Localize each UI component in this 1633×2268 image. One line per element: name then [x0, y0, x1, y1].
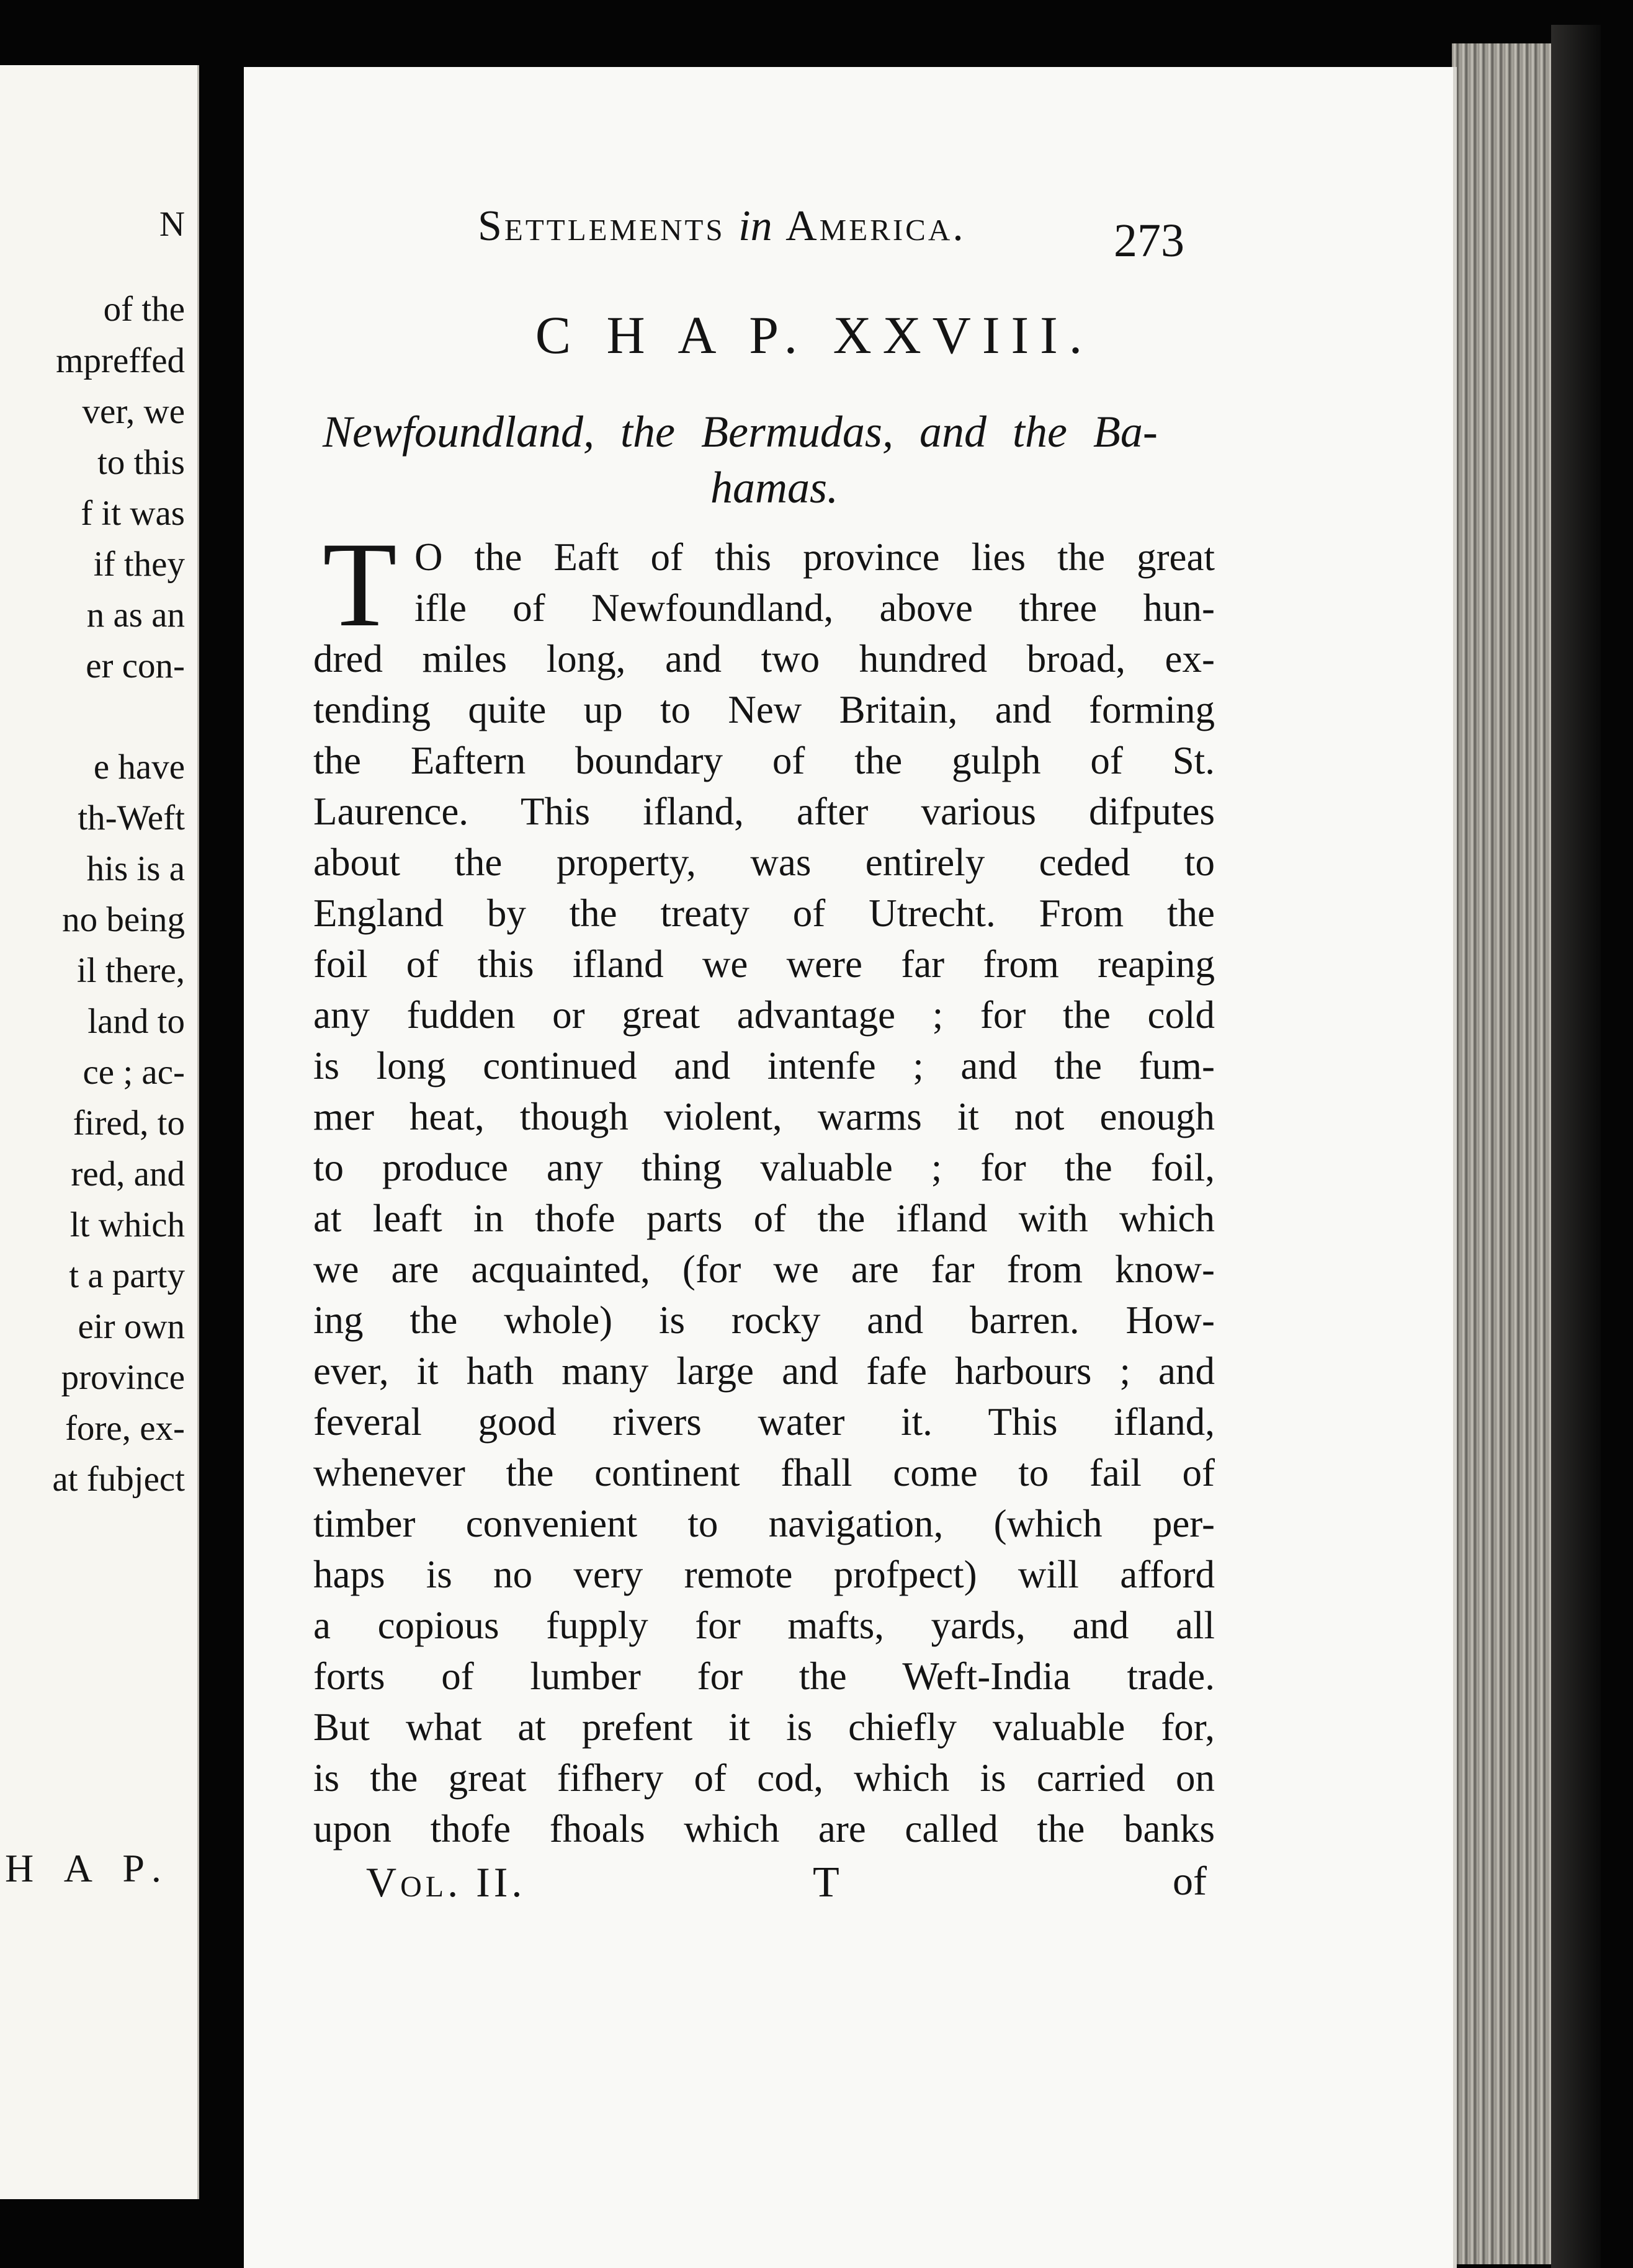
- body-line: is long continued and intenfe ; and the fum-: [313, 1044, 1215, 1087]
- book-page-edges: [1452, 43, 1551, 2264]
- body-line: is the great fifhery of cod, which is carried on: [313, 1756, 1215, 1800]
- left-page-catchword: H A P.: [5, 1846, 172, 1890]
- book-spine-shadow: [1551, 25, 1601, 2268]
- page-number: 273: [1114, 215, 1184, 267]
- left-page-fragment: N: [159, 205, 185, 244]
- body-line: upon thofe fhoals which are called the banks: [313, 1807, 1215, 1851]
- body-line: whenever the continent fhall come to fail of: [313, 1451, 1215, 1494]
- left-page-fragment: il there,: [76, 951, 185, 990]
- chapter-subtitle-line-2: hamas.: [710, 463, 839, 512]
- body-line: at leaft in thofe parts of the ifland with which: [313, 1197, 1215, 1240]
- left-page-fragment: of the: [103, 290, 185, 329]
- body-line: But what at prefent it is chiefly valuable for,: [313, 1705, 1215, 1749]
- body-line: timber convenient to navigation, (which per-: [313, 1502, 1215, 1545]
- left-page-fragment: his is a: [86, 849, 185, 888]
- left-page-fragment: th-Weft: [78, 798, 185, 837]
- running-head-italic: in: [738, 202, 772, 250]
- left-page-fragment: ver, we: [82, 392, 185, 431]
- left-page-fragment: province: [61, 1358, 185, 1397]
- left-page-fragment: red, and: [71, 1154, 185, 1194]
- body-line: tending quite up to New Britain, and forming: [313, 688, 1215, 731]
- signature-mark: T: [813, 1859, 839, 1906]
- left-page-fragment: e have: [93, 748, 185, 787]
- volume-signature: Vol. II.: [366, 1859, 526, 1906]
- body-line: we are acquainted, (for we are far from know-: [313, 1248, 1215, 1291]
- left-page-fragment: ce ; ac-: [83, 1053, 185, 1092]
- left-page-fragment: at fubject: [52, 1460, 185, 1499]
- left-page-fragment: n as an: [86, 596, 185, 635]
- chapter-subtitle-line-1: Newfoundland, the Bermudas, and the Ba-: [323, 407, 1158, 457]
- body-line: ifle of Newfoundland, above three hun-: [414, 586, 1215, 630]
- body-line: foil of this ifland we were far from reaping: [313, 942, 1215, 986]
- running-head-part: Settlements: [478, 202, 725, 250]
- running-head-part: America.: [785, 202, 966, 250]
- left-page-fragment: fired, to: [73, 1104, 185, 1143]
- left-page-fragment: f it was: [81, 494, 185, 533]
- drop-cap: T: [323, 517, 397, 652]
- body-line: England by the treaty of Utrecht. From the: [313, 891, 1215, 935]
- left-facing-page: [0, 65, 199, 2199]
- left-page-fragment: if they: [93, 545, 185, 584]
- body-line: ever, it hath many large and fafe harbours ; and: [313, 1349, 1215, 1393]
- body-line: any fudden or great advantage ; for the cold: [313, 993, 1215, 1037]
- left-page-fragment: lt which: [69, 1205, 185, 1244]
- body-line: the Eaftern boundary of the gulph of St.: [313, 739, 1215, 782]
- left-page-fragment: fore, ex-: [65, 1409, 185, 1448]
- body-line: feveral good rivers water it. This ifland,: [313, 1400, 1215, 1444]
- left-page-fragment: mpreffed: [56, 341, 185, 380]
- left-page-fragment: t a party: [69, 1256, 185, 1295]
- body-line: to produce any thing valuable ; for the foil,: [313, 1146, 1215, 1189]
- left-page-fragment: er con-: [86, 646, 185, 685]
- body-line: about the property, was entirely ceded to: [313, 841, 1215, 884]
- body-line: haps is no very remote profpect) will afford: [313, 1553, 1215, 1596]
- body-line: Laurence. This ifland, after various difputes: [313, 790, 1215, 833]
- body-line: dred miles long, and two hundred broad, ex-: [313, 637, 1215, 681]
- left-page-fragment: to this: [97, 443, 185, 482]
- body-line: mer heat, though violent, warms it not enough: [313, 1095, 1215, 1138]
- chapter-title: C H A P. XXVIII.: [535, 305, 1094, 365]
- body-line: ing the whole) is rocky and barren. How-: [313, 1298, 1215, 1342]
- left-page-fragment: land to: [87, 1002, 185, 1041]
- left-page-fragment: eir own: [78, 1307, 185, 1346]
- catchword: of: [1173, 1859, 1207, 1904]
- body-line: forts of lumber for the Weft-India trade.: [313, 1654, 1215, 1698]
- body-line: a copious fupply for mafts, yards, and all: [313, 1604, 1215, 1647]
- left-page-fragment: no being: [62, 900, 185, 939]
- body-line: O the Eaft of this province lies the great: [414, 535, 1215, 579]
- running-head: [478, 202, 966, 251]
